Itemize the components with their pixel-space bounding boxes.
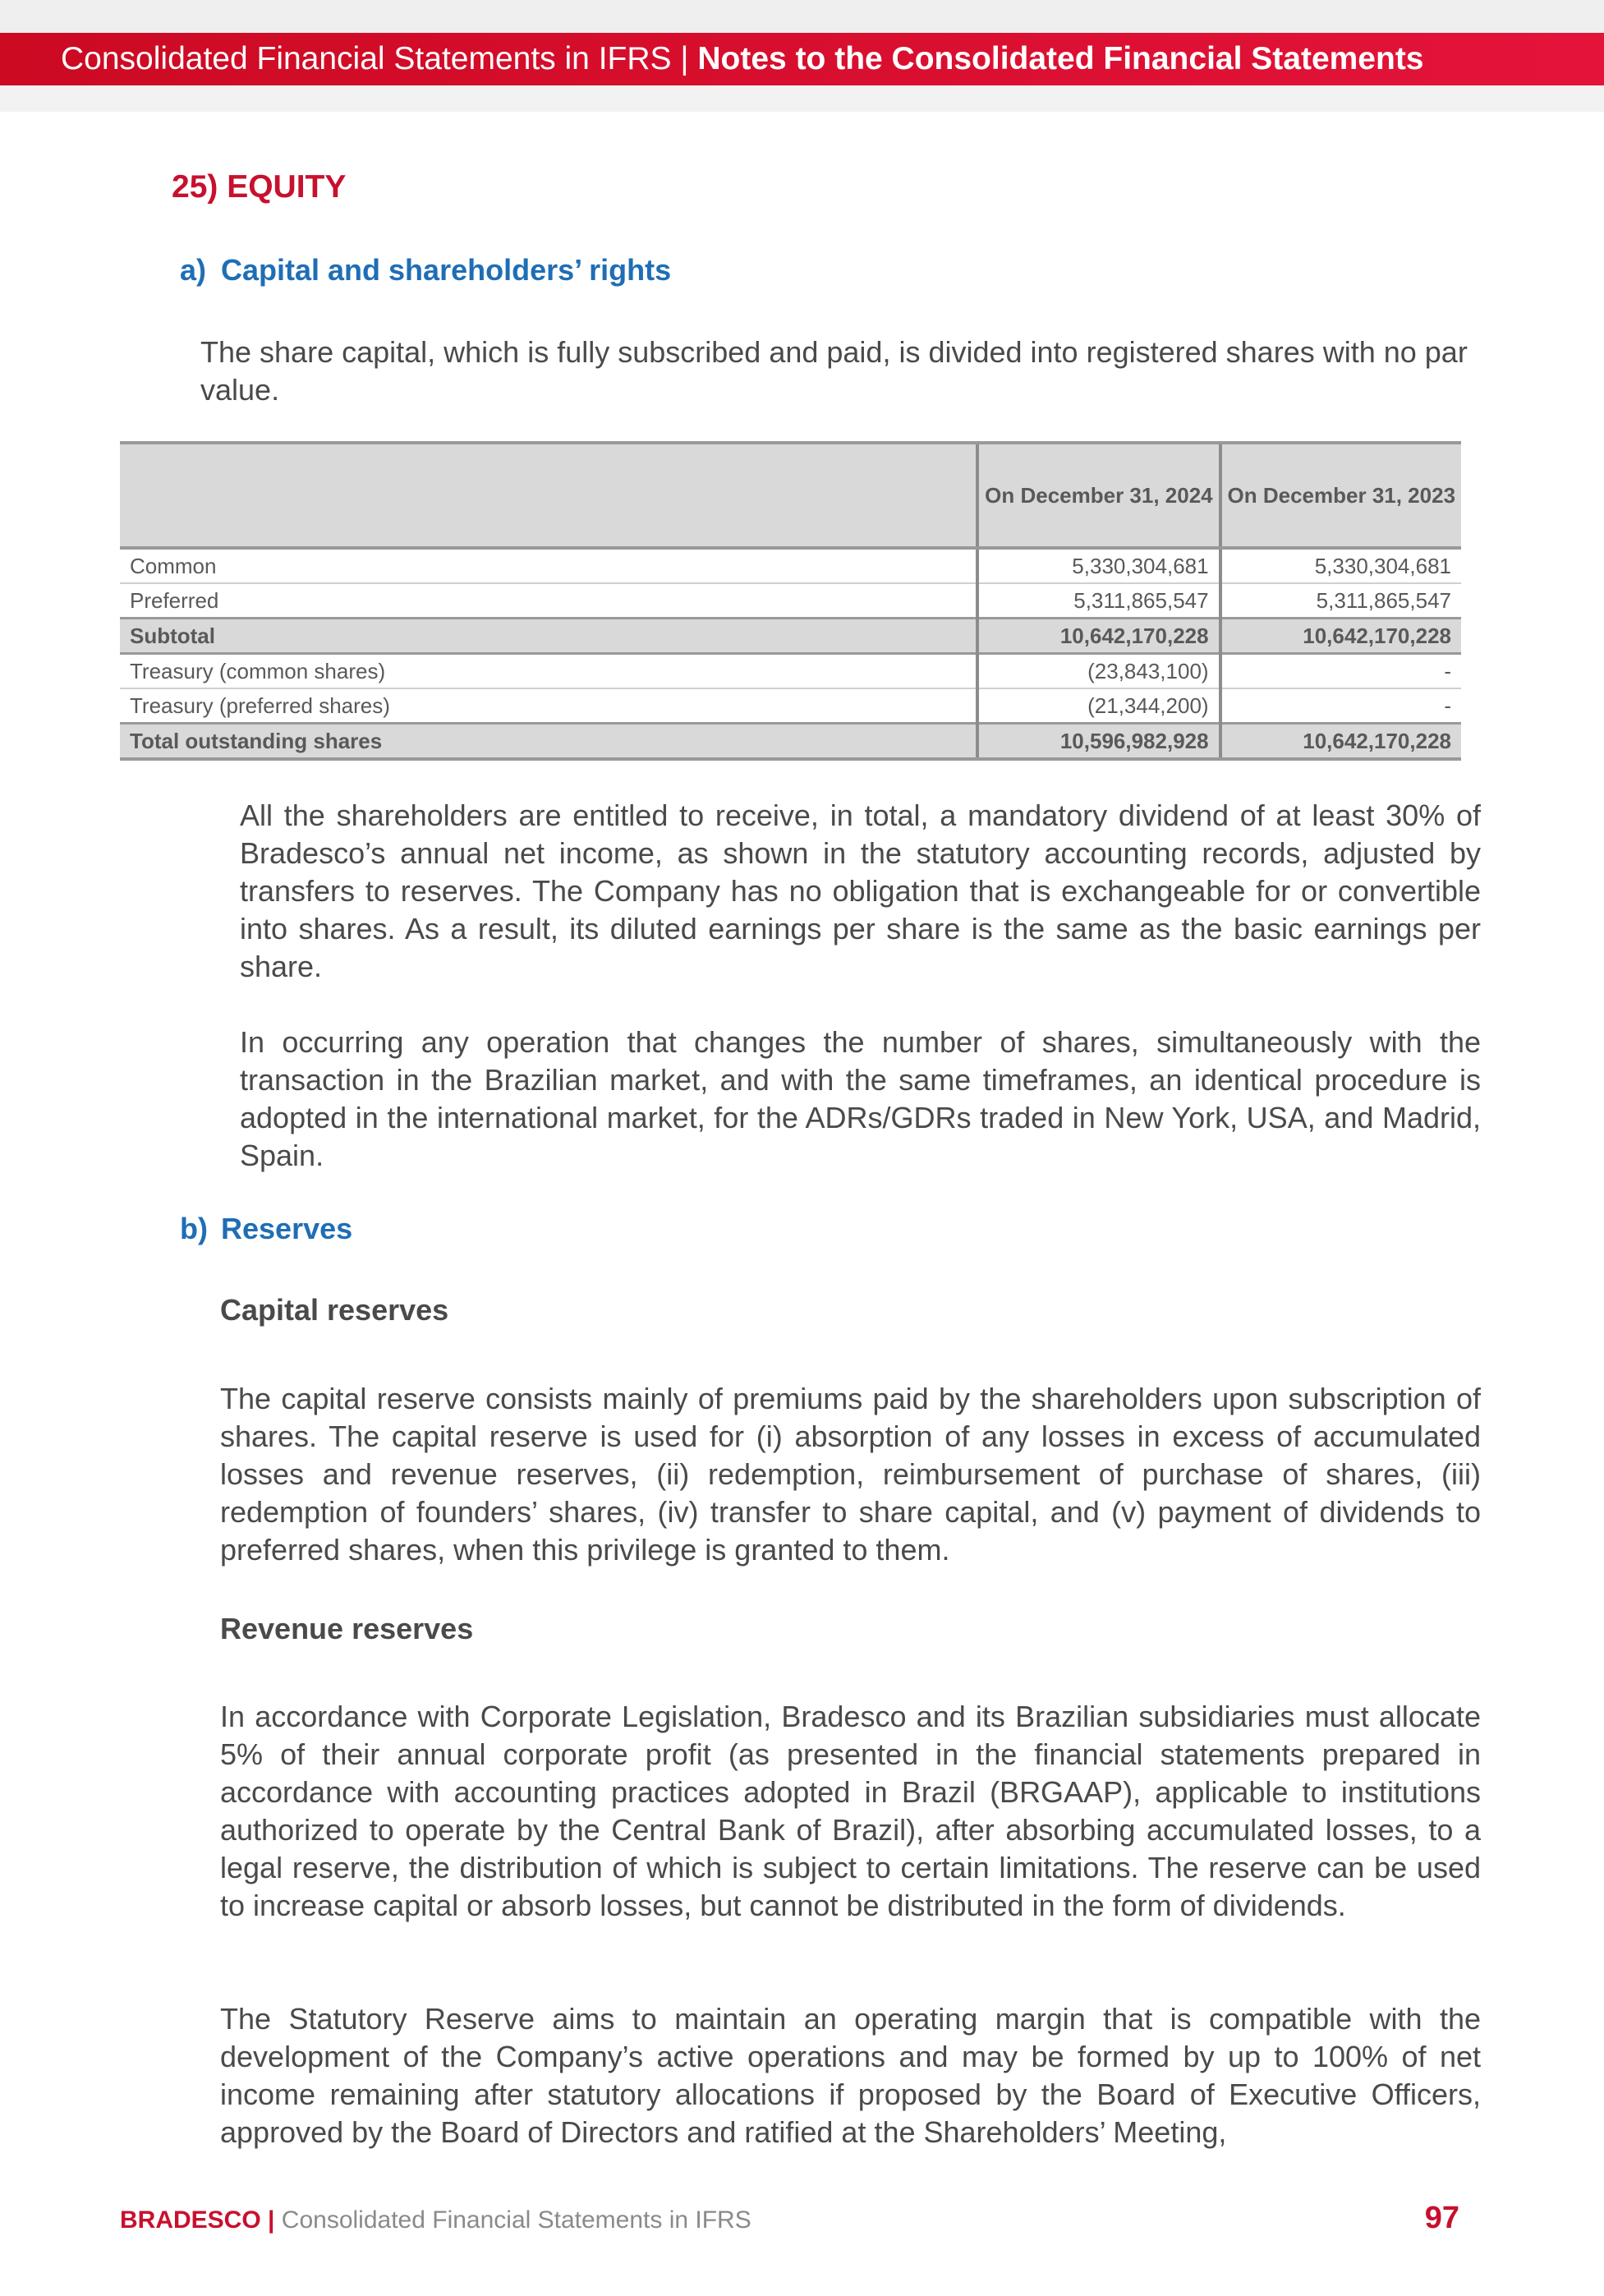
table-header-row — [120, 443, 1461, 548]
row-value-2024: 10,596,982,928 — [977, 724, 1220, 760]
subsection-a-heading — [180, 253, 671, 288]
row-value-2023: 5,330,304,681 — [1220, 548, 1461, 583]
table-row — [120, 688, 1461, 724]
table-header-2023: On December 31, 2023 — [1220, 443, 1461, 548]
subsection-a-title: Capital and shareholders’ rights — [221, 253, 672, 287]
row-value-2023: 10,642,170,228 — [1220, 619, 1461, 654]
footer-document-title: Consolidated Financial Statements in IFRS — [281, 2206, 751, 2234]
table-row — [120, 548, 1461, 583]
row-label: Preferred — [120, 583, 977, 619]
capital-reserves-paragraph: The capital reserve consists mainly of premiums paid by the shareholders upon subscription of shares. The capital reserve is used for (i) absorption of any losses in excess of accumulated losses and revenue reserves, (ii) redemption, reimbursement of purchase of shares, (iii) redemption of founders’ shares, (iv) transfer to share capital, and (v) payment of dividends to preferred shares, when this privilege is granted to them. — [220, 1382, 1481, 1567]
top-strip — [0, 0, 1604, 33]
subsection-b-heading — [180, 1212, 352, 1246]
footer-brand: BRADESCO — [120, 2206, 261, 2234]
row-label: Total outstanding shares — [120, 724, 977, 760]
row-value-2024: 5,330,304,681 — [977, 548, 1220, 583]
header-document-title: Consolidated Financial Statements in IFRS — [61, 41, 672, 76]
table-header-2024: On December 31, 2024 — [977, 443, 1220, 548]
subsection-b-letter: b) — [180, 1212, 208, 1245]
row-value-2024: 5,311,865,547 — [977, 583, 1220, 619]
subsection-a-letter: a) — [180, 253, 207, 287]
row-label: Subtotal — [120, 619, 977, 654]
page-number: 97 — [1424, 2201, 1459, 2235]
revenue-reserves-paragraph-2: The Statutory Reserve aims to maintain an operating margin that is compatible with the development of the Company’s active operations and may be formed by up to 100% of net income remaining after statutory allocations if proposed by the Board of Executive Officers, approved by the Board of Directors and ratified at the Shareholders’ Meeting, — [220, 2002, 1481, 2149]
row-label: Treasury (preferred shares) — [120, 688, 977, 724]
row-value-2023: 10,642,170,228 — [1220, 724, 1461, 760]
page-footer — [120, 2206, 751, 2234]
section-title: 25) EQUITY — [172, 169, 347, 205]
dividend-paragraph: All the shareholders are entitled to receive, in total, a mandatory dividend of at least 30% of Bradesco’s annual net income, as shown in the statutory accounting records, adjusted by transfers to reserves. The Company has no obligation that is exchangeable for or convertible into shares. As a result, its diluted earnings per share is the same as the basic earnings per share. — [240, 798, 1481, 983]
row-value-2024: (23,843,100) — [977, 654, 1220, 689]
table-row — [120, 583, 1461, 619]
header-section-title: Notes to the Consolidated Financial Statements — [697, 41, 1424, 76]
subsection-b-title: Reserves — [221, 1212, 353, 1245]
footer-separator: | — [268, 2206, 275, 2234]
revenue-reserves-paragraph-1: In accordance with Corporate Legislation, Bradesco and its Brazilian subsidiaries must allocate 5% of their annual corporate profit (as presented in the financial statements prepared in accordance with accounting practices adopted in Brazil (BRGAAP), applicable to institutions authorized to operate by the Central Bank of Brazil), after absorbing accumulated losses, to a legal reserve, the distribution of which is subject to certain limitations. The reserve can be used to increase capital or absorb losses, but cannot be distributed in the form of dividends. — [220, 1700, 1481, 1922]
revenue-reserves-title: Revenue reserves — [220, 1612, 474, 1645]
row-value-2024: (21,344,200) — [977, 688, 1220, 724]
table-header-label — [120, 443, 977, 548]
row-value-2024: 10,642,170,228 — [977, 619, 1220, 654]
table-row-total — [120, 724, 1461, 760]
intro-paragraph: The share capital, which is fully subscribed and paid, is divided into registered shares with no par value. — [200, 335, 1468, 407]
table-row — [120, 654, 1461, 689]
page-header — [0, 33, 1604, 85]
row-label: Common — [120, 548, 977, 583]
header-subband — [0, 85, 1604, 112]
capital-reserves-title: Capital reserves — [220, 1293, 449, 1327]
operation-paragraph: In occurring any operation that changes the number of shares, simultaneously with the transaction in the Brazilian market, and with the same timeframes, an identical procedure is adopted in the international market, for the ADRs/GDRs traded in New York, USA, and Madrid, Spain. — [240, 1025, 1481, 1172]
row-label: Treasury (common shares) — [120, 654, 977, 689]
row-value-2023: - — [1220, 654, 1461, 689]
shares-table — [120, 441, 1461, 761]
row-value-2023: 5,311,865,547 — [1220, 583, 1461, 619]
table-row-subtotal — [120, 619, 1461, 654]
row-value-2023: - — [1220, 688, 1461, 724]
header-separator: | — [680, 41, 689, 76]
